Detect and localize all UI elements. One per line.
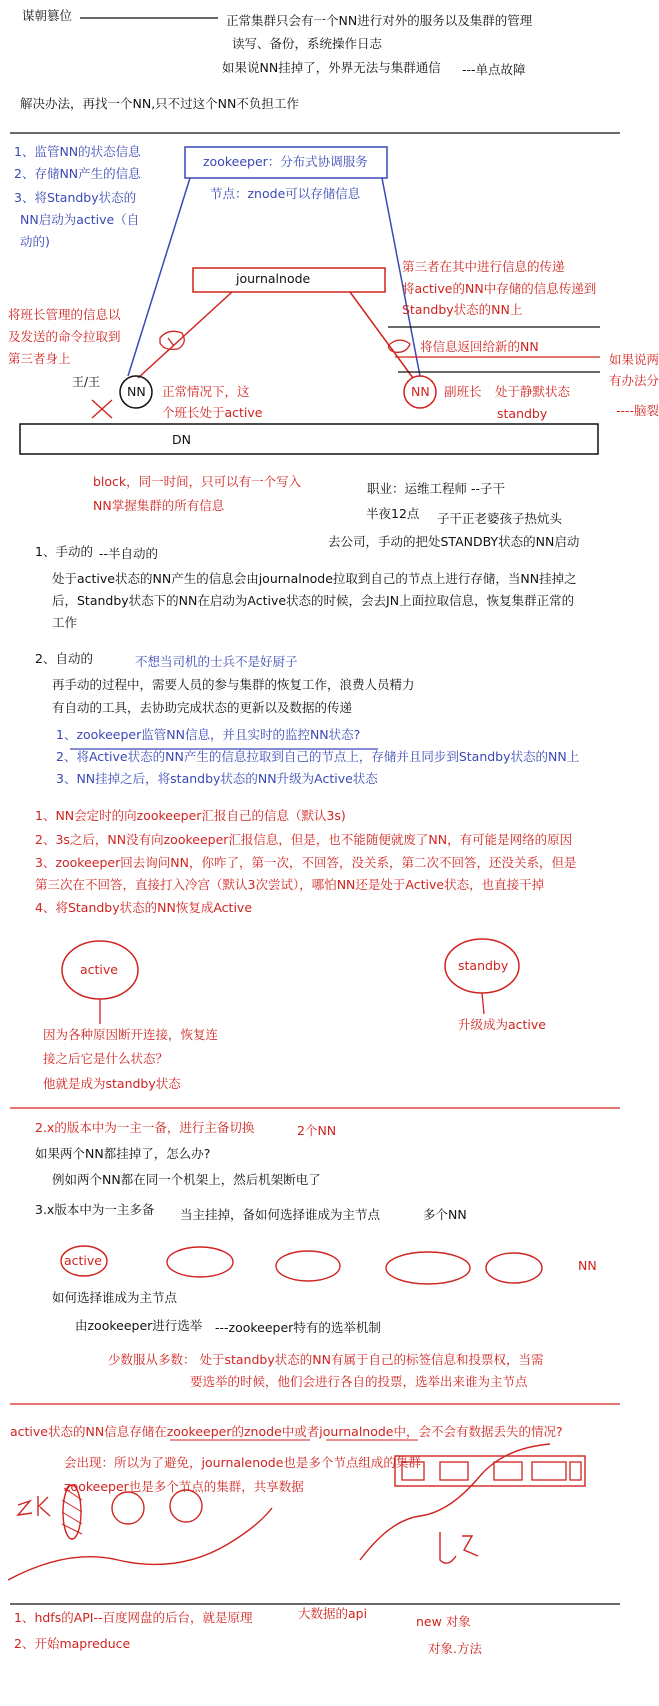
storage-q-jn: journalnode中 bbox=[319, 1424, 406, 1439]
jn-node-5 bbox=[570, 1462, 581, 1480]
storage-answer-1: 会出现：所以为了避免，journalenode也是多个节点组成的集群 bbox=[64, 1455, 421, 1470]
block-1: block，同一时间，只可以有一个写入 bbox=[93, 474, 302, 489]
auto-r3: 3、zookeeper回去询问NN，你咋了，第一次，不回答，没关系，第二次不回答，还没关系，但是 bbox=[35, 855, 577, 870]
how-select: 如何选择谁成为主节点 bbox=[52, 1290, 178, 1305]
job-text: 职业：运维工程师 --子干 bbox=[367, 481, 505, 496]
footer-2: 2、开始mapreduce bbox=[14, 1636, 131, 1651]
zk-sketch-letters bbox=[18, 1496, 50, 1516]
disconnect-2: 接之后它是什么状态？ bbox=[43, 1051, 169, 1066]
journalnode-label: journalnode bbox=[236, 271, 311, 286]
v2-nn: 2个NN bbox=[297, 1123, 337, 1138]
manual-p3: 工作 bbox=[52, 615, 78, 630]
monitor-note-2: 及发送的命令拉取到 bbox=[8, 329, 121, 344]
zk-duty-5: 动的) bbox=[20, 234, 50, 249]
static-2: standby bbox=[497, 406, 548, 421]
third-party-2: 将active的NN中存储的信息传递到 bbox=[402, 281, 597, 296]
zk-duty-1: 1、监管NN的状态信息 bbox=[14, 144, 141, 159]
block-2: NN掌握集群的所有信息 bbox=[93, 498, 225, 513]
solution-text: 解决办法，再找一个NN,只不过这个NN不负担工作 bbox=[20, 96, 299, 111]
storage-q-post: ，会不会有数据丢失的情况? bbox=[406, 1424, 563, 1439]
scribble-2 bbox=[389, 340, 410, 352]
company-text: 去公司，手动的把处STANDBY状态的NN启动 bbox=[328, 534, 580, 549]
becomes-standby: 他就是成为standby状态 bbox=[43, 1076, 181, 1091]
dn-label: DN bbox=[172, 432, 191, 447]
normal-2: 个班长处于active bbox=[162, 405, 263, 420]
auto-p2: 有自动的工具，去协助完成状态的更新以及数据的传递 bbox=[52, 700, 353, 715]
majority-1: 少数服从多数： 处于standby状态的NN有属于自己的标签信息和投票权，当需 bbox=[108, 1352, 544, 1367]
many-nn: 多个NN bbox=[423, 1207, 467, 1222]
standby-state-label: standby bbox=[458, 958, 509, 973]
static-1: 处于静默状态 bbox=[495, 384, 571, 399]
auto-r1: 1、NN会定时的向zookeeper汇报自己的信息（默认3s) bbox=[35, 808, 346, 823]
auto-r4: 第三次在不回答，直接打入冷宫（默认3次尝试），哪怕NN还是处于Active状态，也直接干掉 bbox=[35, 877, 545, 892]
auto-b3: 3、NN挂掉之后，将standby状态的NN升级为Active状态 bbox=[56, 771, 378, 786]
monitor-note-3: 第三者身上 bbox=[8, 351, 71, 366]
manual-title: 1、手动的 bbox=[35, 544, 93, 559]
auto-b1: 1、zookeeper监管NN信息，并且实时的监控NN状态? bbox=[56, 727, 361, 742]
jn-sketch-letters bbox=[440, 1532, 478, 1563]
storage-question bbox=[10, 1424, 563, 1441]
auto-quote: 不想当司机的士兵不是好厨子 bbox=[135, 654, 298, 669]
disconnect-1: 因为各种原因断开连接，恢复连 bbox=[43, 1027, 219, 1042]
far-right-1: 如果说两 bbox=[609, 352, 659, 367]
footer-1: 1、hdfs的API--百度网盘的后台，就是原理 bbox=[14, 1610, 253, 1625]
both-down-question: 如果两个NN都挂掉了，怎么办? bbox=[35, 1146, 211, 1161]
intro-line-2: 读写、备份，系统操作日志 bbox=[232, 36, 383, 51]
footer-api: 大数据的api bbox=[298, 1606, 368, 1621]
auto-r2: 2、3s之后，NN没有向zookeeper汇报信息，但是，也不能随便就废了NN，有可能是网络的原因 bbox=[35, 832, 573, 847]
v3-nn-label: NN bbox=[578, 1258, 597, 1273]
manual-note: --半自动的 bbox=[99, 546, 159, 561]
wang-label: 王/王 bbox=[72, 375, 101, 389]
jn-node-4 bbox=[532, 1462, 566, 1480]
zk-duty-3: 3、将Standby状态的 bbox=[14, 190, 137, 205]
v2-text: 2.x的版本中为一主一备，进行主备切换 bbox=[35, 1120, 255, 1135]
zk-duty-4: NN启动为active（自 bbox=[20, 212, 140, 227]
manual-p1: 处于active状态的NN产生的信息会由journalnode拉取到自己的节点上进行存储，当NN挂掉之 bbox=[52, 571, 577, 586]
active-state-label: active bbox=[80, 962, 118, 977]
storage-answer-2: zookeeper也是多个节点的集群，共享数据 bbox=[64, 1479, 304, 1494]
intro-line-1: 正常集群只会有一个NN进行对外的服务以及集群的管理 bbox=[226, 13, 533, 28]
wife-text: 子干正老婆孩子热炕头 bbox=[437, 511, 563, 526]
third-party-3: Standby状态的NN上 bbox=[402, 302, 523, 317]
jn-node-2 bbox=[440, 1462, 468, 1480]
zk-right-line bbox=[382, 178, 420, 376]
footer-method: 对象.方法 bbox=[428, 1641, 482, 1656]
auto-title: 2、自动的 bbox=[35, 651, 93, 666]
auto-p1: 再手动的过程中，需要人员的参与集群的恢复工作，浪费人员精力 bbox=[52, 677, 415, 692]
normal-1: 正常情况下，这 bbox=[162, 384, 250, 399]
znode-label: 节点：znode可以存储信息 bbox=[210, 186, 361, 201]
split-brain: ----脑裂 bbox=[616, 403, 659, 418]
majority-2: 要选举的时候，他们会进行各自的投票，选举出来谁为主节点 bbox=[190, 1374, 528, 1389]
zk-duty-2: 2、存储NN产生的信息 bbox=[14, 166, 141, 181]
standby-stem bbox=[482, 993, 484, 1014]
standby-node-3 bbox=[386, 1252, 470, 1284]
zk-node-2 bbox=[112, 1492, 144, 1524]
v3-active-label: active bbox=[64, 1253, 102, 1268]
return-info: 将信息返回给新的NN bbox=[420, 339, 539, 354]
far-right-2: 有办法分 bbox=[609, 373, 659, 388]
standby-node-1 bbox=[167, 1247, 233, 1277]
dn-box bbox=[20, 424, 598, 454]
standby-node-2 bbox=[276, 1251, 340, 1281]
monitor-note-1: 将班长管理的信息以 bbox=[8, 307, 121, 322]
nn-right-label: NN bbox=[411, 384, 430, 399]
auto-b2: 2、将Active状态的NN产生的信息拉取到自己的节点上，存储并且同步到Standby状态的NN上 bbox=[56, 749, 580, 764]
storage-q-mid: 或者 bbox=[294, 1424, 320, 1439]
zk-election-note: ---zookeeper特有的选举机制 bbox=[215, 1320, 381, 1335]
footer-new: new 对象 bbox=[416, 1614, 471, 1629]
manual-p2: 后，Standby状态下的NN在启动为Active状态的时候，会去JN上面拉取信息，恢复集群正常的 bbox=[52, 593, 575, 608]
cross-mark bbox=[92, 400, 112, 418]
auto-r5: 4、将Standby状态的NN恢复成Active bbox=[35, 900, 253, 915]
standby-node-4 bbox=[486, 1253, 542, 1283]
storage-q-zk: zookeeper的znode中 bbox=[166, 1424, 295, 1439]
v3-text: 3.x版本中为一主多备 bbox=[35, 1202, 155, 1217]
title-label: 谋朝篡位 bbox=[22, 8, 73, 23]
third-party-1: 第三者在其中进行信息的传递 bbox=[402, 259, 565, 274]
when-master-down: 当主挂掉，备如何选择谁成为主节点 bbox=[180, 1207, 381, 1222]
jn-left-line bbox=[138, 292, 232, 378]
intro-note: ---单点故障 bbox=[462, 62, 526, 77]
storage-q-pre: active状态的NN信息存储在 bbox=[10, 1424, 167, 1439]
upgrade-active: 升级成为active bbox=[458, 1017, 546, 1032]
rack-example: 例如两个NN都在同一个机架上，然后机架断电了 bbox=[52, 1172, 321, 1187]
intro-line-3: 如果说NN挂掉了，外界无法与集群通信 bbox=[222, 60, 441, 75]
nn-left-label: NN bbox=[127, 384, 146, 399]
zk-election: 由zookeeper进行选举 bbox=[75, 1318, 203, 1333]
vice-label: 副班长 bbox=[444, 384, 482, 399]
jn-node-3 bbox=[494, 1462, 522, 1480]
midnight-text: 半夜12点 bbox=[366, 506, 420, 521]
zookeeper-label: zookeeper：分布式协调服务 bbox=[203, 154, 368, 169]
